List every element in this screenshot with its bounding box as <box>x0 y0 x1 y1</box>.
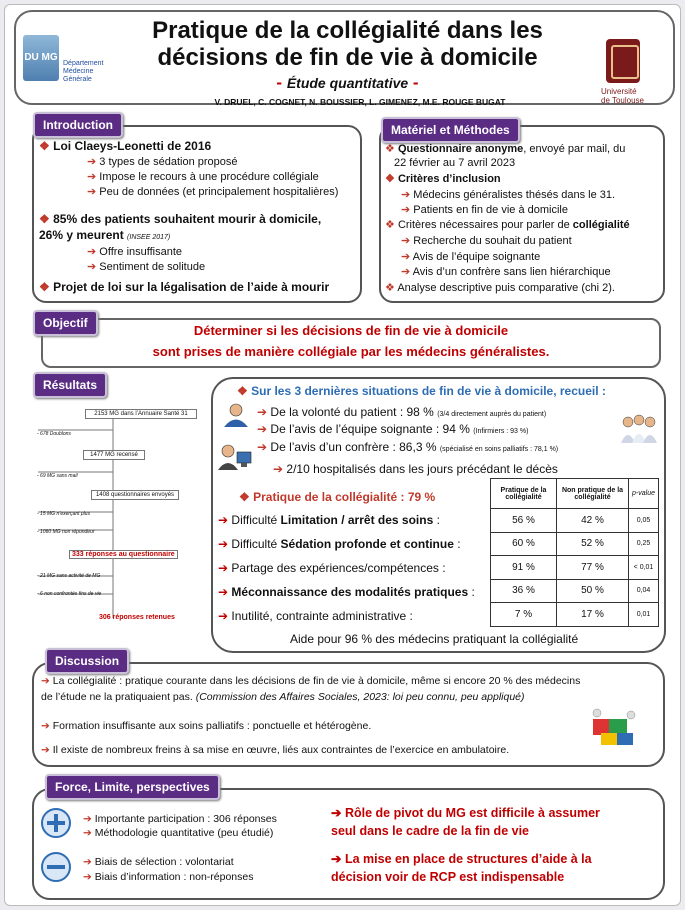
recueil-text: De l’avis de l’équipe soignante : 94 % <box>270 422 470 436</box>
results-tag: Résultats <box>33 372 107 398</box>
intro-item-1-text: Loi Claeys-Leonetti de 2016 <box>53 139 212 153</box>
methods-sub <box>401 189 615 202</box>
subtitle <box>125 73 570 93</box>
discussion-tag: Discussion <box>45 648 129 674</box>
flow-box-2: 1477 MG recensé <box>83 450 145 460</box>
recueil-item <box>257 406 546 421</box>
table-header: p-value <box>629 479 659 509</box>
arrow-icon: ➔ <box>41 675 50 687</box>
flow-note: - 15 MG n’exerçant plus <box>37 511 91 517</box>
table-row <box>491 532 659 556</box>
table-row <box>491 579 659 603</box>
strength-item <box>83 813 277 826</box>
table-cell: 0,04 <box>629 579 659 603</box>
arrow-icon: ➔ <box>41 744 50 756</box>
discussion-p1 <box>41 675 580 688</box>
arrow-icon: ➔ <box>87 156 97 168</box>
intro-sub <box>87 171 319 184</box>
arrow-icon: ➔ <box>87 246 97 258</box>
table-row <box>491 556 659 580</box>
diamond-icon: ❖ <box>385 143 395 155</box>
table-cell: 91 % <box>491 556 557 580</box>
methods-inclusion <box>385 173 501 186</box>
ut-line: Université <box>601 87 637 96</box>
arrow-icon: ➔ <box>83 871 92 883</box>
authors: V. DRUEL, C. COGNET, N. BOUSSIER, L. GIMENEZ, M.E. ROUGE BUGAT <box>214 97 506 107</box>
recueil-title <box>237 385 606 398</box>
ut-line: de Toulouse <box>601 96 644 105</box>
minus-icon <box>40 851 72 883</box>
table-row <box>491 603 659 627</box>
methods-sub-text: Patients en fin de vie à domicile <box>413 204 568 216</box>
discussion-p3 <box>41 744 509 757</box>
diamond-icon: ❖ <box>39 280 50 294</box>
table-cell: 0,01 <box>629 603 659 627</box>
collegialite-text: Pratique de la collégialité : 79 % <box>253 490 436 504</box>
strength-text: Méthodologie quantitative (peu étudié) <box>94 827 274 839</box>
intro-item-2b <box>39 229 170 244</box>
intro-item-2-text: 85% des patients souhaitent mourir à domicile, <box>53 212 322 226</box>
table-header-row <box>491 479 659 509</box>
intro-item-3 <box>39 281 329 294</box>
intro-item-2b-text: 26% y meurent <box>39 228 124 242</box>
methods-analysis-text: Analyse descriptive puis comparative (chi 2). <box>397 282 615 294</box>
arrow-icon: ➔ <box>331 852 342 866</box>
arrow-icon: ➔ <box>401 189 411 201</box>
aide-note: Aide pour 96 % des médecins pratiquant la collégialité <box>290 632 579 646</box>
introduction-tag: Introduction <box>33 112 123 138</box>
intro-item-3-text: Projet de loi sur la légalisation de l’aide à mourir <box>53 280 330 294</box>
dmg-line: Département <box>63 60 104 67</box>
factor-row <box>218 538 461 551</box>
flow-box-1: 2153 MG dans l’Annuaire Santé 31 <box>85 409 197 419</box>
methods-sub-text: Avis d’un confrère sans lien hiérarchique <box>412 266 611 278</box>
methods-sub <box>401 266 611 279</box>
methods-sub-text: Recherche du souhait du patient <box>413 235 572 247</box>
puzzle-people-icon <box>587 705 641 749</box>
methods-criteria <box>385 219 630 232</box>
discussion-p1b <box>41 691 525 704</box>
plus-icon <box>40 807 72 839</box>
strength-item <box>83 827 273 840</box>
arrow-icon: ➔ <box>87 171 97 183</box>
flow-box-3: 1408 questionnaires envoyés <box>91 490 179 500</box>
discussion-p2-text: Formation insuffisante aux soins palliatifs : ponctuelle et hétérogène. <box>52 720 372 732</box>
page-title <box>125 17 570 71</box>
arrow-icon: ➔ <box>218 537 229 551</box>
discussion-citation: (Commission des Affaires Sociales, 2023: loi peu connu, peu appliqué) <box>195 691 525 703</box>
methods-sub-text: Avis de l’équipe soignante <box>412 251 541 263</box>
methods-sub <box>401 235 572 248</box>
flow-note: - 1060 MG non répondeur <box>37 529 95 535</box>
table-cell: 0,25 <box>629 532 659 556</box>
perspective-2-text: La mise en place de structures d’aide à la <box>344 852 592 866</box>
methods-questionnaire <box>385 143 625 156</box>
methods-sub <box>401 204 568 217</box>
factor-post: : <box>468 585 475 599</box>
intro-sub <box>87 246 182 259</box>
discussion-p1b-text: de l’étude ne la pratiquaient pas. <box>41 691 193 703</box>
university-logo <box>606 39 640 83</box>
arrow-icon: ➔ <box>401 266 411 278</box>
recueil-note: (spécialisé en soins palliatifs : 78,1 %) <box>439 446 559 453</box>
intro-sub <box>87 186 338 199</box>
methods-sub <box>401 251 540 264</box>
factor-bold: Limitation / arrêt des soins <box>280 513 434 527</box>
perspective-1-text: Rôle de pivot du MG est difficile à assumer <box>344 806 600 820</box>
factor-row <box>218 562 446 575</box>
factor-pre: Inutilité, contrainte administrative : <box>231 609 413 623</box>
table-cell: 42 % <box>557 509 629 533</box>
flow-note: - 678 Doublons <box>37 431 71 437</box>
objective-line-2: sont prises de manière collégiale par les médecins généralistes. <box>152 344 550 359</box>
arrow-icon: ➔ <box>331 806 342 820</box>
intro-sub-text: Offre insuffisante <box>99 246 183 258</box>
strength-text: Importante participation : 306 réponses <box>94 813 277 825</box>
methods-tag: Matériel et Méthodes <box>381 117 520 143</box>
doctor-computer-icon <box>217 442 253 472</box>
diamond-icon: ❖ <box>39 139 50 153</box>
results-table <box>490 478 659 627</box>
table-cell: 56 % <box>491 509 557 533</box>
factor-pre: Partage des expériences/compétences : <box>231 561 446 575</box>
subtitle-dash: - <box>276 73 287 92</box>
dmg-logo-text <box>63 60 103 84</box>
intro-sub-text: Impose le recours à une procédure collégiale <box>99 171 319 183</box>
methods-dates: 22 février au 7 avril 2023 <box>394 157 516 169</box>
recueil-item <box>257 423 528 438</box>
diamond-icon: ❖ <box>385 173 395 185</box>
patient-icon <box>221 402 251 428</box>
diamond-icon: ❖ <box>237 384 248 398</box>
arrow-icon: ➔ <box>257 440 268 454</box>
factor-pre: Difficulté <box>231 513 281 527</box>
table-cell: 0,05 <box>629 509 659 533</box>
recueil-text: 2/10 hospitalisés dans les jours précédant le décès <box>286 462 558 476</box>
table-cell: 77 % <box>557 556 629 580</box>
discussion-p3-text: Il existe de nombreux freins à sa mise en œuvre, liés aux contraintes de l’exercice en ambulatoire. <box>52 744 510 756</box>
dmg-line: Médecine <box>63 68 94 75</box>
title-line-1: Pratique de la collégialité dans les <box>152 17 543 44</box>
arrow-icon: ➔ <box>401 235 411 247</box>
objective-line-1: Déterminer si les décisions de fin de vie à domicile <box>193 323 509 338</box>
factor-post: : <box>453 537 461 551</box>
flow-box-4: 333 réponses au questionnaire <box>69 550 178 559</box>
recueil-note: (3/4 directement auprès du patient) <box>437 411 547 418</box>
perspective-2 <box>331 851 592 867</box>
methods-criteria-bold: collégialité <box>572 219 630 231</box>
dmg-line: Générale <box>63 76 92 83</box>
table-cell: 60 % <box>491 532 557 556</box>
arrow-icon: ➔ <box>257 405 268 419</box>
limit-item <box>83 871 254 884</box>
diamond-icon: ❖ <box>385 219 395 231</box>
limit-text: Biais d’information : non-réponses <box>94 871 254 883</box>
table-cell: 52 % <box>557 532 629 556</box>
arrow-icon: ➔ <box>83 813 92 825</box>
intro-sub-text: Peu de données (et principalement hospitalières) <box>99 186 339 198</box>
flow-box-5: 306 réponses retenues <box>99 614 175 621</box>
intro-item-1 <box>39 140 211 153</box>
university-name <box>601 87 661 105</box>
intro-sub-text: 3 types de sédation proposé <box>99 156 238 168</box>
flow-note: - 6 non confrontés fins de vie <box>37 591 102 597</box>
limit-item <box>83 856 234 869</box>
methods-inclusion-text: Critères d’inclusion <box>397 173 501 185</box>
intro-source: (INSEE 2017) <box>127 234 171 241</box>
arrow-icon: ➔ <box>87 261 97 273</box>
objective-tag: Objectif <box>33 310 98 336</box>
arrow-icon: ➔ <box>218 585 229 599</box>
perspective-1 <box>331 805 600 821</box>
table-header: Non pratique de la collégialité <box>557 479 629 509</box>
discussion-p1-text: La collégialité : pratique courante dans les décisions de fin de vie à domicile, même si encore 20 % des médecins <box>52 675 581 687</box>
table-cell: 17 % <box>557 603 629 627</box>
table-cell: 50 % <box>557 579 629 603</box>
recueil-item <box>273 463 558 476</box>
collegialite-rate <box>239 491 435 504</box>
intro-sub-text: Sentiment de solitude <box>99 261 206 273</box>
factor-bold: Sédation profonde et continue <box>280 537 454 551</box>
dmg-logo: DU MG <box>23 35 59 81</box>
discussion-p2 <box>41 720 371 733</box>
arrow-icon: ➔ <box>87 186 97 198</box>
table-cell: 7 % <box>491 603 557 627</box>
arrow-icon: ➔ <box>273 462 284 476</box>
arrow-icon: ➔ <box>41 720 50 732</box>
arrow-icon: ➔ <box>218 609 229 623</box>
perspective-2b: décision voir de RCP est indispensable <box>331 870 565 884</box>
arrow-icon: ➔ <box>401 204 411 216</box>
table-row <box>491 509 659 533</box>
factor-row <box>218 514 440 527</box>
limit-text: Biais de sélection : volontariat <box>94 856 234 868</box>
methods-analysis <box>385 282 615 295</box>
factor-post: : <box>433 513 440 527</box>
intro-item-2 <box>39 213 321 226</box>
arrow-icon: ➔ <box>218 513 229 527</box>
methods-criteria-text: Critères nécessaires pour parler de <box>397 219 573 231</box>
intro-sub <box>87 156 238 169</box>
intro-sub <box>87 261 205 274</box>
methods-sub-text: Médecins généralistes thésés dans le 31. <box>413 189 616 201</box>
factor-bold: Méconnaissance des modalités pratiques <box>231 585 469 599</box>
arrow-icon: ➔ <box>83 856 92 868</box>
methods-q-rest: , envoyé par mail, du <box>523 143 626 155</box>
flow-note: - 69 MG sans mail <box>37 473 78 479</box>
perspective-1b: seul dans le cadre de la fin de vie <box>331 824 529 838</box>
poster <box>4 4 681 906</box>
factor-pre: Difficulté <box>231 537 281 551</box>
arrow-icon: ➔ <box>401 251 411 263</box>
recueil-title-text: Sur les 3 dernières situations de fin de vie à domicile, recueil : <box>251 384 606 398</box>
recueil-text: De l’avis d’un confrère : 86,3 % <box>270 440 437 454</box>
recueil-text: De la volonté du patient : 98 % <box>270 405 434 419</box>
care-team-icon <box>619 413 659 445</box>
subtitle-dash: - <box>408 73 419 92</box>
force-tag: Force, Limite, perspectives <box>45 774 220 800</box>
factor-row <box>218 586 475 599</box>
table-cell: 36 % <box>491 579 557 603</box>
table-header: Pratique de la collégialité <box>491 479 557 509</box>
methods-q-bold: Questionnaire anonyme <box>397 143 524 155</box>
arrow-icon: ➔ <box>257 422 268 436</box>
table-cell: < 0,01 <box>629 556 659 580</box>
title-line-2: décisions de fin de vie à domicile <box>157 44 538 71</box>
recueil-item <box>257 441 558 456</box>
diamond-icon: ❖ <box>385 282 395 294</box>
recueil-note: (Infirmiers : 93 %) <box>473 428 529 435</box>
arrow-icon: ➔ <box>83 827 92 839</box>
arrow-icon: ➔ <box>218 561 229 575</box>
flow-note: - 21 MG sans activité de MG <box>37 573 101 579</box>
diamond-icon: ❖ <box>39 212 50 226</box>
diamond-icon: ❖ <box>239 490 250 504</box>
subtitle-text: Étude quantitative <box>286 75 409 91</box>
factor-row <box>218 610 413 623</box>
